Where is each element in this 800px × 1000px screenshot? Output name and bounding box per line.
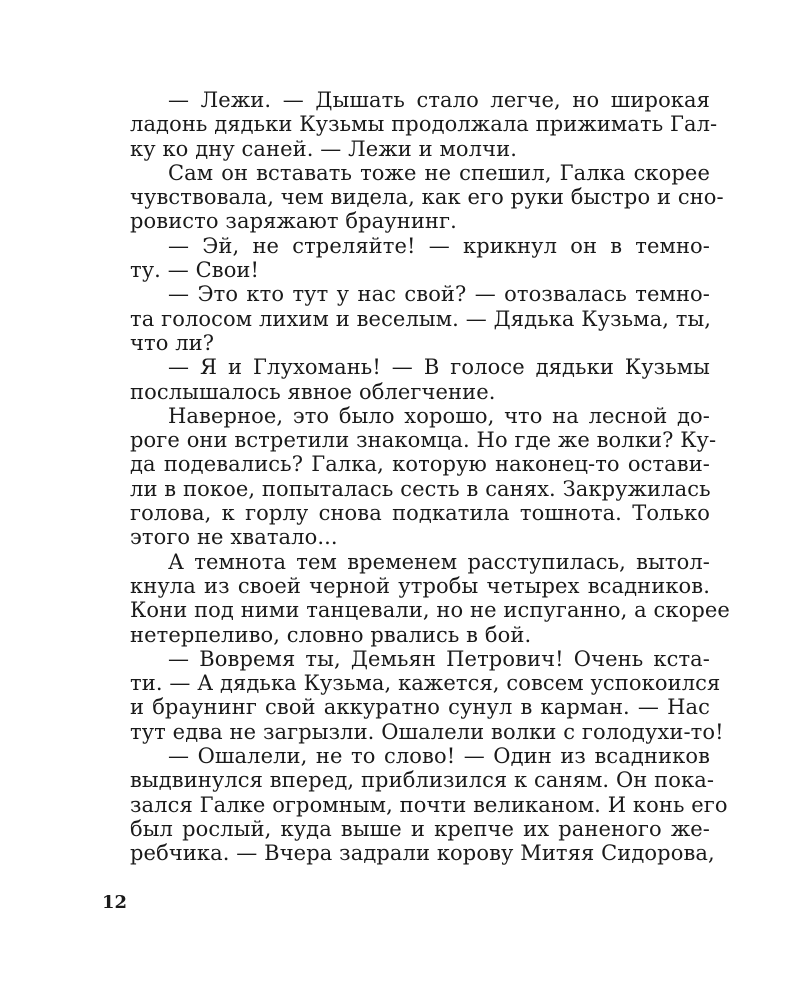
text-line: та голосом лихим и веселым. — Дядька Кузьма, ты, xyxy=(130,306,712,331)
text-line: да подевались? Галка, которую наконец-то остави- xyxy=(130,452,710,477)
text-line: был рослый, куда выше и крепче их раненого же- xyxy=(130,816,710,841)
text-line: зался Галке огромным, почти великаном. И конь его xyxy=(130,792,728,817)
text-line: нетерпеливо, словно рвались в бой. xyxy=(130,622,532,647)
text-line: ку ко дну саней. — Лежи и молчи. xyxy=(130,136,517,161)
text-line: чувствовала, чем видела, как его руки быстро и сно- xyxy=(130,185,724,210)
text-line: — Вовремя ты, Демьян Петрович! Очень кста- xyxy=(168,646,710,671)
text-line: выдвинулся вперед, приблизился к саням. Он пока- xyxy=(130,768,715,793)
text-line: — Ошалели, не то слово! — Один из всадников xyxy=(168,744,710,769)
text-line: — Эй, не стреляйте! — крикнул он в темно- xyxy=(168,233,710,258)
text-line: ровисто заряжают браунинг. xyxy=(130,209,457,234)
text-line: этого не хватало... xyxy=(130,525,338,550)
text-line: — Лежи. — Дышать стало легче, но широкая xyxy=(168,88,710,112)
text-line: тут едва не загрызли. Ошалели волки с голодухи-то! xyxy=(130,719,724,744)
text-line: ти. — А дядька Кузьма, кажется, совсем успокоился xyxy=(130,671,721,696)
body-text xyxy=(130,88,730,866)
text-line: ребчика. — Вчера задрали корову Митяя Сидорова, xyxy=(130,841,715,866)
text-line: А темнота тем временем расступилась, вытол- xyxy=(168,549,710,574)
text-line: Кони под ними танцевали, но не испуганно, а скорее xyxy=(130,598,730,623)
text-line: ладонь дядьки Кузьмы продолжала прижимать Гал- xyxy=(130,112,718,137)
text-line: роге они встретили знакомца. Но где же волки? Ку- xyxy=(130,428,717,453)
text-line: Сам он вставать тоже не спешил, Галка скорее xyxy=(168,160,710,185)
text-line: что ли? xyxy=(130,330,215,355)
text-line: ли в покое, попыталась сесть в санях. Закружилась xyxy=(130,476,711,501)
text-line: послышалось явное облегчение. xyxy=(130,379,496,404)
text-line: — Я и Глухомань! — В голосе дядьки Кузьмы xyxy=(168,355,710,380)
text-line: голова, к горлу снова подкатила тошнота. Только xyxy=(130,501,710,526)
page-number: 12 xyxy=(102,892,128,913)
text-line: ту. — Свои! xyxy=(130,258,260,283)
text-line: Наверное, это было хорошо, что на лесной до- xyxy=(168,403,710,428)
text-line: — Это кто тут у нас свой? — отозвалась темно- xyxy=(168,282,710,307)
text-line: кнула из своей черной утробы четырех всадников. xyxy=(130,573,710,598)
text-line: и браунинг свой аккуратно сунул в карман. — Нас xyxy=(130,695,710,720)
